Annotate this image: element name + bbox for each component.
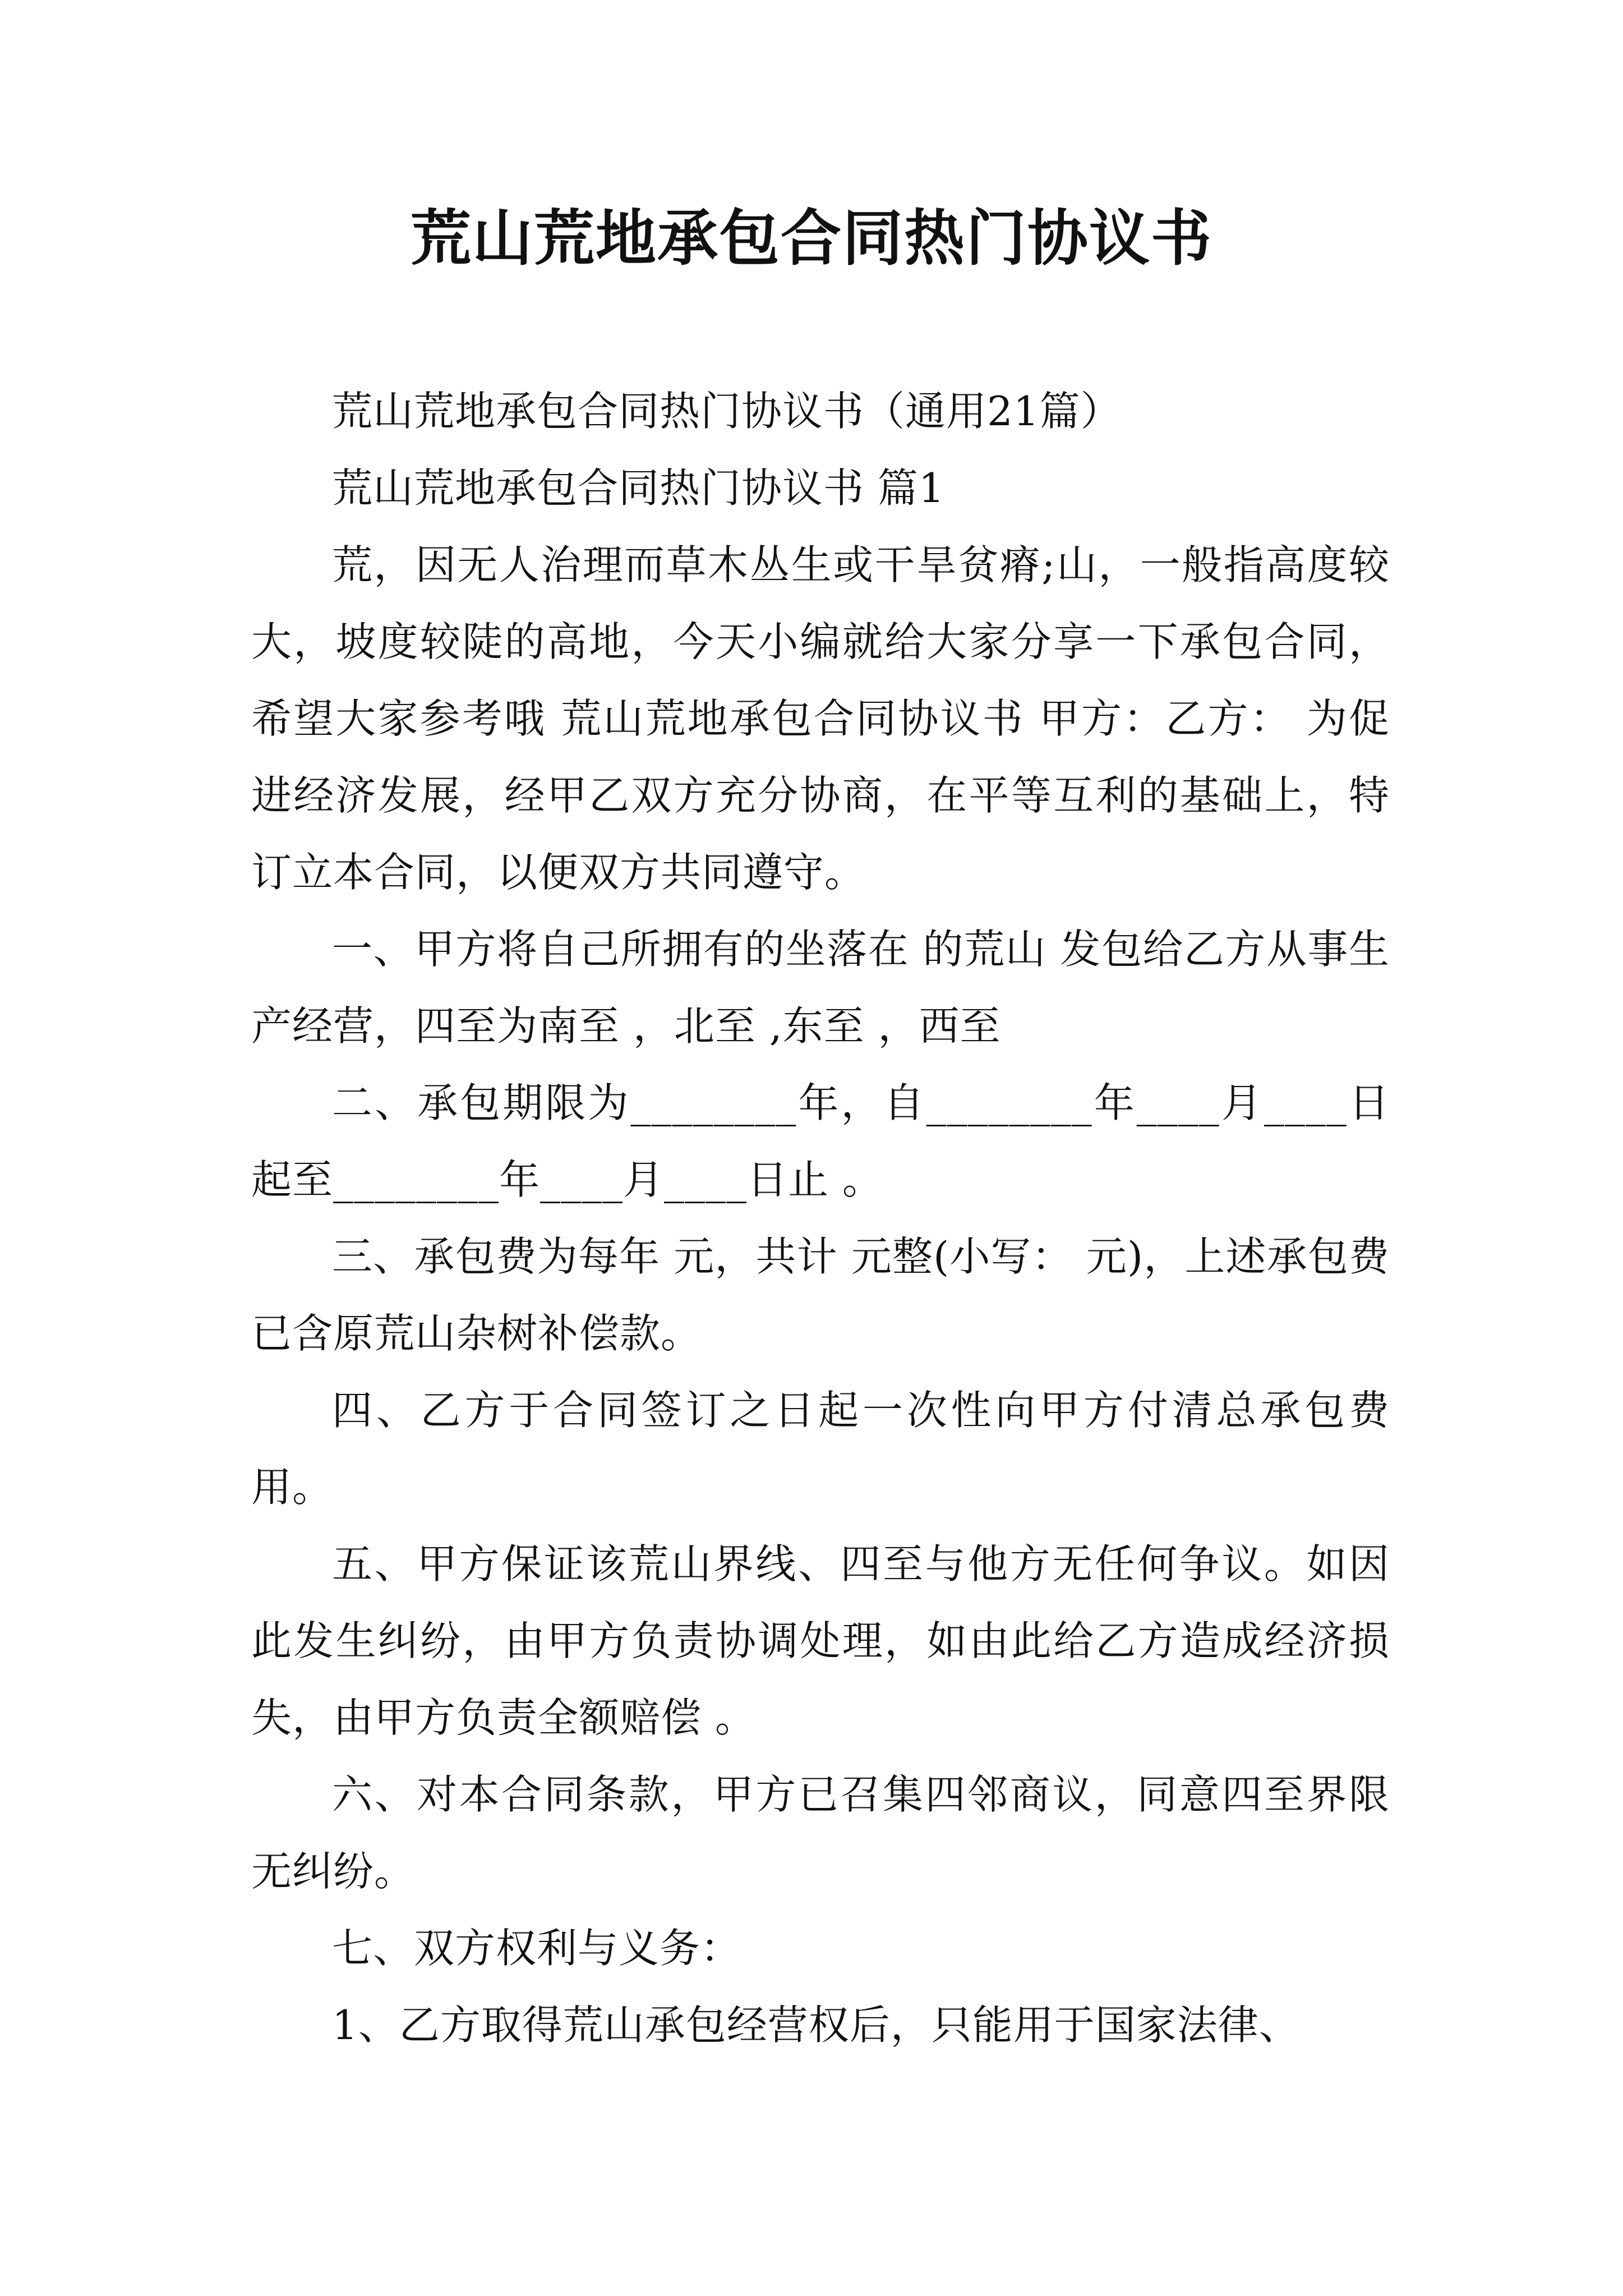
- paragraph-clause-7: 七、双方权利与义务：: [332, 1925, 742, 1972]
- paragraph-intro: 荒，因无人治理而草木丛生或干旱贫瘠;山，一般指高度较大，坡度较陡的高地，今天小编就给大家分享一下承包合同，希望大家参考哦 荒山荒地承包合同协议书 甲方：乙方： 为促进经济发展，经甲乙双方充分协商，在平等互利的基础上，特订立本合同，以便双方共同遵守。: [251, 541, 1390, 896]
- document-title: 荒山荒地承包合同热门协议书: [410, 203, 1212, 274]
- paragraph-clause-2: 二、承包期限为________年，自________年____月____日起至________年____月____日止 。: [251, 1079, 1390, 1203]
- paragraph-clause-3: 三、承包费为每年 元，共计 元整(小写： 元)，上述承包费已含原荒山杂树补偿款。: [251, 1233, 1390, 1357]
- paragraph-clause-5: 五、甲方保证该荒山界线、四至与他方无任何争议。如因此发生纠纷，由甲方负责协调处理，如由此给乙方造成经济损失，由甲方负责全额赔偿 。: [251, 1540, 1390, 1741]
- paragraph-clause-1: 一、甲方将自己所拥有的坐落在 的荒山 发包给乙方从事生产经营，四至为南至 ，北至 ,东至 ，西至: [251, 926, 1390, 1050]
- paragraph-section-heading: 荒山荒地承包合同热门协议书 篇1: [332, 464, 945, 512]
- document-body: [251, 373, 1390, 2064]
- paragraph-clause-7-item-1: 1、乙方取得荒山承包经营权后，只能用于国家法律、: [332, 2001, 1300, 2049]
- paragraph-clause-6: 六、对本合同条款，甲方已召集四邻商议，同意四至界限无纠纷。: [251, 1771, 1390, 1895]
- paragraph-subtitle: 荒山荒地承包合同热门协议书（通用21篇）: [332, 388, 1122, 435]
- paragraph-clause-4: 四、乙方于合同签订之日起一次性向甲方付清总承包费用。: [251, 1387, 1390, 1511]
